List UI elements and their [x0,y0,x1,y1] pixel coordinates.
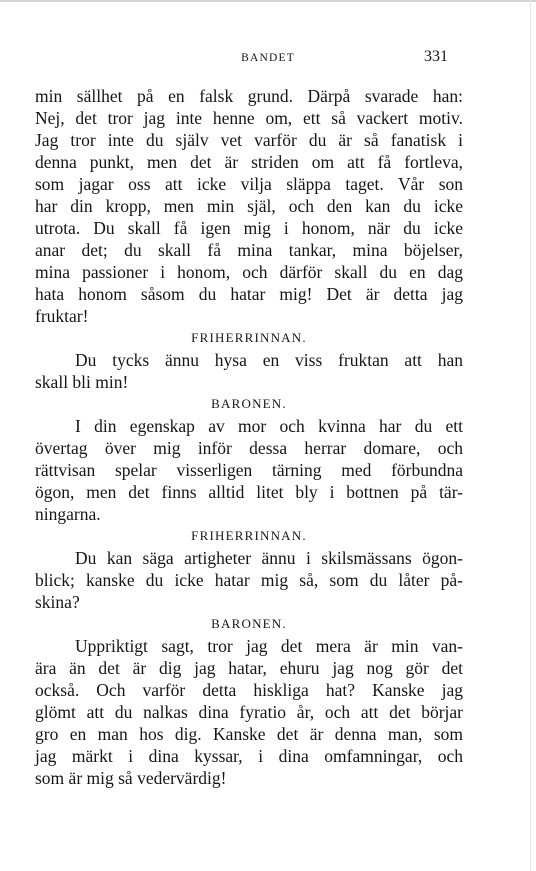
text-line: också. Och varför detta hiskliga hat? Kanske jag [35,680,463,700]
text-line: utrota. Du skall få igen mig i honom, när du icke [35,218,463,238]
text-line: mina passioner i honom, och därför skall du en dag [35,262,463,282]
text-line: anar det; du skall få mina tankar, mina böjelser, [35,240,463,260]
text-line: jag märkt i dina kyssar, i dina omfamningar, och [35,746,463,766]
text-line: Nej, det tror jag inte henne om, ett så vackert motiv. [35,108,463,128]
text-line: gro en man hos dig. Kanske det är denna man, som [35,724,463,744]
text-line: hata honom såsom du hatar mig! Det är detta jag [35,284,463,304]
text-line: Jag tror inte du själv vet varför du är så fanatisk i [35,130,463,150]
top-edge-rule [0,0,536,2]
text-line: glömt att du nalkas dina fyratio år, och att det börjar [35,702,463,722]
text-line: ära än det är dig jag hatar, ehuru jag nog gör det [35,658,463,678]
speaker-name: BARONEN. [211,396,287,411]
text-line: denna punkt, men det är striden om att få fortleva, [35,152,463,172]
right-edge-shadow [530,0,531,871]
text-line: Du kan säga artigheter ännu i skilsmässans ögon- [75,548,463,568]
speaker-name: FRIHERRINNAN. [191,330,307,345]
text-line: som är mig så vedervärdig! [35,768,227,788]
speaker-name: BARONEN. [211,616,287,631]
page-number: 331 [424,48,448,65]
text-line: Du tycks ännu hysa en viss fruktan att han [75,350,463,370]
speaker-name: FRIHERRINNAN. [191,528,307,543]
text-line: rättvisan spelar visserligen tärning med förbundna [35,460,463,480]
text-line: min sällhet på en falsk grund. Därpå svarade han: [35,86,463,106]
text-line: ögon, men det finns alltid litet bly i bottnen på tär- [35,482,463,502]
body-text [35,85,463,789]
text-line: som jagar oss att icke vilja släppa taget. Vår son [35,174,463,194]
text-line: Uppriktigt sagt, tror jag det mera är min van- [75,636,463,656]
text-line: skall bli min! [35,372,129,392]
text-line: blick; kanske du icke hatar mig så, som du låter på- [35,570,463,590]
text-line: I din egenskap av mor och kvinna har du ett [75,416,463,436]
text-line: skina? [35,592,80,612]
text-line: har din kropp, men min själ, och den kan du icke [35,196,463,216]
text-line: övertag över mig inför dessa herrar domare, och [35,438,463,458]
running-head: BANDET [241,52,295,64]
text-line: fruktar! [35,306,89,326]
text-line: ningarna. [35,504,101,524]
